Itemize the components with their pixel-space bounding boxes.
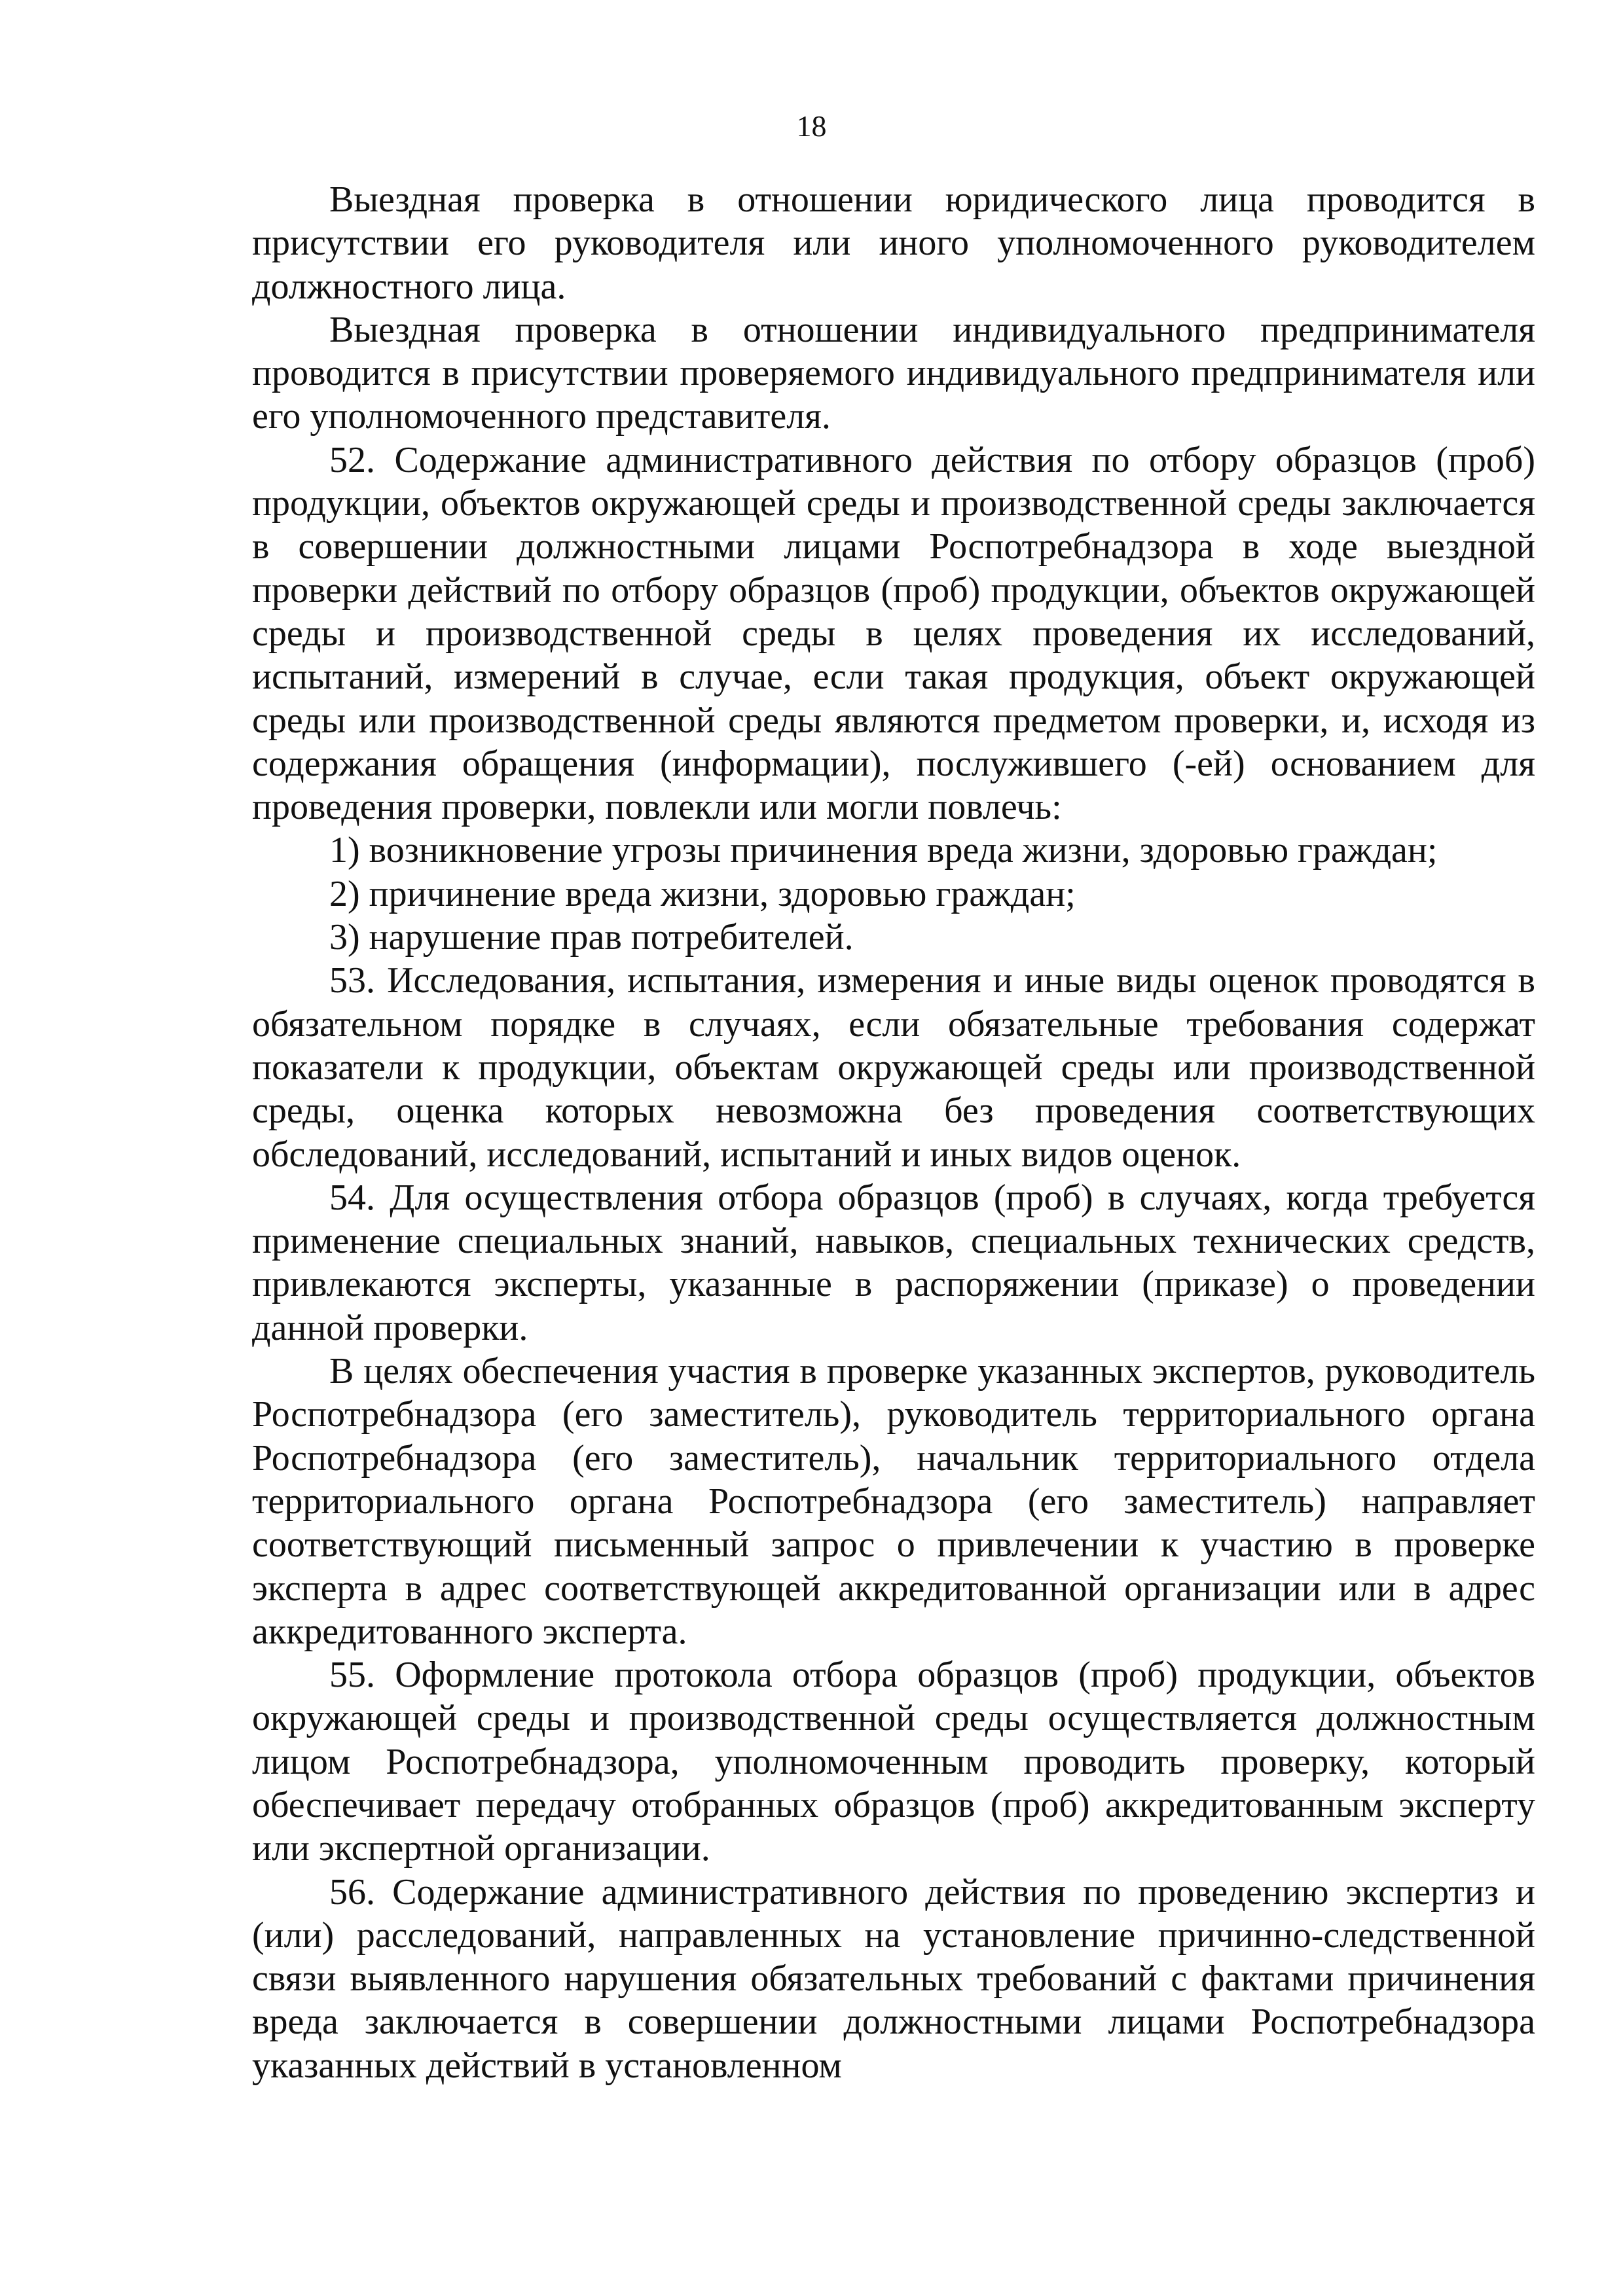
paragraph-56: 56. Содержание административного действия по проведению экспертиз и (или) расследований, направленных на установление причинно-следственной связи выявленного нарушения обязательных требований с фактами причинения вреда заключается в совершении должностными лицами Роспотребнадзора указанных действий в установленном (252, 1871, 1535, 2086)
page-number: 18 (796, 109, 827, 143)
document-body (252, 178, 1535, 2087)
paragraph-55: 55. Оформление протокола отбора образцов (проб) продукции, объектов окружающей среды и производственной среды осуществляется должностным лицом Роспотребнадзора, уполномоченным проводить проверку, который обеспечивает передачу отобранных образцов (проб) аккредитованным эксперту или экспертной организации. (252, 1655, 1535, 1869)
list-item-2: 2) причинение вреда жизни, здоровью граждан; (329, 873, 1076, 914)
paragraph-experts-request: В целях обеспечения участия в проверке указанных экспертов, руководитель Роспотребнадзора (его заместитель), руководитель территориального органа Роспотребнадзора (его заместитель), начальник территориального отдела территориального органа Роспотребнадзора (его заместитель) направляет соответствующий письменный запрос о привлечении к участию в проверке эксперта в адрес соответствующей аккредитованной организации или в адрес аккредитованного эксперта. (252, 1351, 1535, 1652)
paragraph-52: 52. Содержание административного действия по отбору образцов (проб) продукции, объектов окружающей среды и производственной среды заключается в совершении должностными лицами Роспотребнадзора в ходе выездной проверки действий по отбору образцов (проб) продукции, объектов окружающей среды и производственной среды в целях проведения их исследований, испытаний, измерений в случае, если такая продукция, объект окружающей среды или производственной среды являются предметом проверки, и, исходя из содержания обращения (информации), послужившего (-ей) основанием для проведения проверки, повлекли или могли повлечь: (252, 439, 1535, 828)
list-item-1: 1) возникновение угрозы причинения вреда жизни, здоровью граждан; (329, 830, 1438, 871)
paragraph-54: 54. Для осуществления отбора образцов (проб) в случаях, когда требуется применение специальных знаний, навыков, специальных технических средств, привлекаются эксперты, указанные в распоряжении (приказе) о проведении данной проверки. (252, 1177, 1535, 1348)
paragraph-inspection-individual-entrepreneur: Выездная проверка в отношении индивидуального предпринимателя проводится в присутствии проверяемого индивидуального предпринимателя или его уполномоченного представителя. (252, 309, 1535, 437)
paragraph-53: 53. Исследования, испытания, измерения и иные виды оценок проводятся в обязательном порядке в случаях, если обязательные требования содержат показатели к продукции, объектам окружающей среды или производственной среды, оценка которых невозможна без проведения соответствующих обследований, исследований, испытаний и иных видов оценок. (252, 960, 1535, 1175)
list-item-3: 3) нарушение прав потребителей. (329, 917, 854, 958)
paragraph-inspection-legal-entity: Выездная проверка в отношении юридического лица проводится в присутствии его руководителя или иного уполномоченного руководителем должностного лица. (252, 179, 1535, 307)
